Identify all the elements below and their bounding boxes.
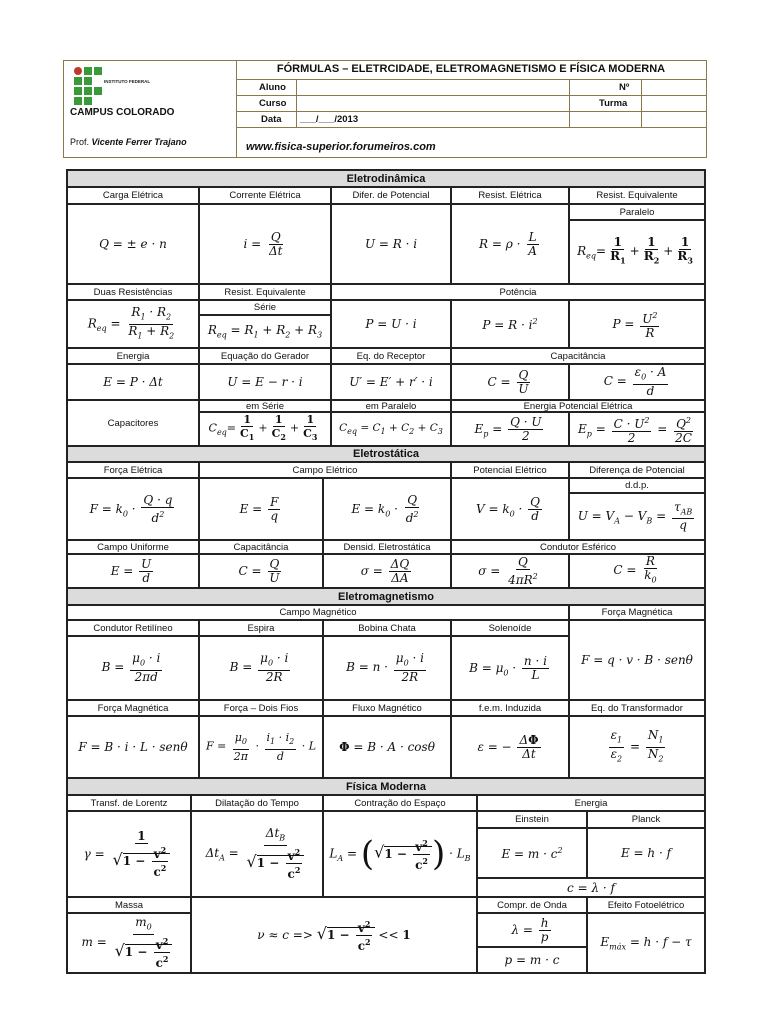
label-capacitores: Capacitores <box>67 400 199 446</box>
formula-einstein: $E = m \cdot c^2$ <box>477 828 587 878</box>
formula-corrente: i = $\frac{Q}{\Delta t}$ <box>199 204 331 284</box>
curso-label: Curso <box>259 98 287 109</box>
label-fotoeletrico: Efeito Fotoelétrico <box>587 897 705 913</box>
label-resist-eq2: Resist. Equivalente <box>199 284 331 300</box>
label-energia-fm: Energia <box>477 795 705 811</box>
label-solenoide: Solenoíde <box>451 620 569 636</box>
label-condutor-esf: Condutor Esférico <box>451 540 705 554</box>
label-einstein: Einstein <box>477 811 587 828</box>
label-massa: Massa <box>67 897 191 913</box>
label-capacitancia: Capacitância <box>451 348 705 364</box>
formula-cap2: C = $\frac{\varepsilon_0 \cdot A}{d}$ <box>569 364 705 400</box>
aluno-label: Aluno <box>259 82 286 93</box>
formula-condutor-ret: B = $\frac{\mu_0 \cdot i}{2\pi d}$ <box>67 636 199 700</box>
formula-cap-paralelo: $C_{eq} = C_1 + C_2 + C_3$ <box>331 412 451 446</box>
label-densid: Densid. Eletrostática <box>323 540 451 554</box>
label-campo-unif: Campo Uniforme <box>67 540 199 554</box>
institution-name: INSTITUTO FEDERAL <box>104 79 151 84</box>
label-eq-gerador: Equação do Gerador <box>199 348 331 364</box>
label-compr-onda: Compr. de Onda <box>477 897 587 913</box>
formula-esf1: σ = $\frac{Q}{4\pi R^2}$ <box>451 554 569 588</box>
formula-receptor: U′ = E′ + r′ · i <box>331 364 451 400</box>
label-forca-mag: Força Magnética <box>569 605 705 620</box>
label-fluxo: Fluxo Magnético <box>323 700 451 716</box>
formula-contracao: $L_A = (√1$ − $\frac{v^2}{c^2}$ ) · $L_B$ <box>323 811 477 897</box>
section-eletromagnetismo: Eletromagnetismo <box>67 588 705 605</box>
label-campo-mag: Campo Magnético <box>67 605 569 620</box>
header-box <box>63 60 707 158</box>
formula-table <box>66 169 706 974</box>
label-transf: Eq. do Transformador <box>569 700 705 716</box>
label-corrente: Corrente Elétrica <box>199 187 331 204</box>
label-carga: Carga Elétrica <box>67 187 199 204</box>
label-paralelo: Paralelo <box>569 204 705 220</box>
institution-logo-icon <box>74 67 118 105</box>
formula-espira: B = $\frac{\mu_0 \cdot i}{2R}$ <box>199 636 323 700</box>
section-eletrodinamica: Eletrodinâmica <box>67 170 705 187</box>
formula-cap1: C = $\frac{Q}{U}$ <box>451 364 569 400</box>
formula-campo2: $E = k_0$ · $\frac{Q}{d^2}$ <box>323 478 451 540</box>
formula-forca-mag: F = q · v · B · senθ <box>569 620 705 700</box>
label-em-paralelo: em Paralelo <box>331 400 451 412</box>
formula-cap-serie: $C_{eq}=$ $\frac{1}{C_1}$ + $\frac{1}{C_2}$ + $\frac{1}{C_3}$ <box>199 412 331 446</box>
label-campo-el: Campo Elétrico <box>199 462 451 478</box>
professor: Prof. Vicente Ferrer Trajano <box>70 137 187 147</box>
label-lorentz: Transf. de Lorentz <box>67 795 191 811</box>
formula-pot1: P = U · i <box>331 300 451 348</box>
logo-area <box>64 61 237 157</box>
formula-solenoide: $B = \mu_0$ · $\frac{n \cdot i}{L}$ <box>451 636 569 700</box>
data-label: Data <box>261 114 282 125</box>
formula-capacitancia2: C = $\frac{Q}{U}$ <box>199 554 323 588</box>
label-dilatacao: Dilatação do Tempo <box>191 795 323 811</box>
formula-carga: Q = ± e · n <box>67 204 199 284</box>
formula-planck: E = h · f <box>587 828 705 878</box>
formula-paralelo: $R_{eq}=$ $\frac{1}{R_1}$ + $\frac{1}{R_2}$ + $\frac{1}{R_3}$ <box>569 220 705 284</box>
formula-forca-el: $F = k_0$ · $\frac{Q \cdot q}{d^2}$ <box>67 478 199 540</box>
label-duas-res: Duas Resistências <box>67 284 199 300</box>
label-em-serie: em Série <box>199 400 331 412</box>
label-eq-receptor: Eq. do Receptor <box>331 348 451 364</box>
formula-forca-mag2: F = B · i · L · senθ <box>67 716 199 778</box>
campus-name: CAMPUS COLORADO <box>70 107 175 118</box>
label-energia-pot: Energia Potencial Elétrica <box>451 400 705 412</box>
formula-aprox: ν ≈ c => √1 − $\frac{v^2}{c^2}$ << 1 <box>191 897 477 973</box>
label-energia: Energia <box>67 348 199 364</box>
section-fisica-moderna: Física Moderna <box>67 778 705 795</box>
numero-label: Nº <box>619 82 630 93</box>
label-capacitancia2: Capacitância <box>199 540 323 554</box>
formula-debroglie: λ = $\frac{h}{p}$ <box>477 913 587 947</box>
page-title: FÓRMULAS – ELETRCIDADE, ELETROMAGNETISMO E FÍSICA MODERNA <box>276 63 666 75</box>
formula-fotoeletrico: $E_{máx} = h \cdot f - \tau$ <box>587 913 705 973</box>
formula-forca-fios: F = $\frac{\mu_0}{2\pi}$ · $\frac{i_1 \cdot i_2}{d}$ · L <box>199 716 323 778</box>
label-potencia: Potência <box>331 284 705 300</box>
formula-campo1: E = $\frac{F}{q}$ <box>199 478 323 540</box>
formula-ep1: $E_p$ = $\frac{Q \cdot U}{2}$ <box>451 412 569 446</box>
formula-densid: σ = $\frac{\Delta Q}{\Delta A}$ <box>323 554 451 588</box>
formula-massa: m = $m_0$ √1 − $\frac{v^2}{c^2}$ <box>67 913 191 973</box>
formula-campo-unif: E = $\frac{U}{d}$ <box>67 554 199 588</box>
formula-pot3: P = $\frac{U^2}{R}$ <box>569 300 705 348</box>
date-value: ___/___/2013 <box>300 114 359 125</box>
label-forca-fios: Força – Dois Fios <box>199 700 323 716</box>
formula-fem: ε = − $\frac{\Delta\Phi}{\Delta t}$ <box>451 716 569 778</box>
formula-serie: $R_{eq} = R_1 + R_2 + R_3$ <box>199 315 331 348</box>
formula-resist: R = ρ · $\frac{L}{A}$ <box>451 204 569 284</box>
formula-pot-el: $V = k_0$ · $\frac{Q}{d}$ <box>451 478 569 540</box>
label-dif-pot: Diferença de Potencial <box>569 462 705 478</box>
label-serie: Série <box>199 300 331 315</box>
label-fem: f.e.m. Induzida <box>451 700 569 716</box>
formula-momento: p = m · c <box>477 947 587 973</box>
label-forca-mag2: Força Magnética <box>67 700 199 716</box>
turma-label: Turma <box>599 98 628 109</box>
formula-esf2: C = $\frac{R}{k_0}$ <box>569 554 705 588</box>
label-bobina: Bobina Chata <box>323 620 451 636</box>
label-espira: Espira <box>199 620 323 636</box>
label-pot-el: Potencial Elétrico <box>451 462 569 478</box>
formula-pot2: $P = R \cdot i^2$ <box>451 300 569 348</box>
formula-bobina: B = n · $\frac{\mu_0 \cdot i}{2R}$ <box>323 636 451 700</box>
formula-ep2: $E_p$ = $\frac{C \cdot U^2}{2}$ = $\frac{Q^2}{2C}$ <box>569 412 705 446</box>
label-planck: Planck <box>587 811 705 828</box>
section-eletrostatica: Eletrostática <box>67 446 705 462</box>
formula-gerador: U = E − r · i <box>199 364 331 400</box>
label-resist-eq: Resist. Equivalente <box>569 187 705 204</box>
formula-onda: c = λ · f <box>477 878 705 897</box>
site-url: www.fisica-superior.forumeiros.com <box>246 141 436 153</box>
label-resist: Resist. Elétrica <box>451 187 569 204</box>
formula-ddp: U = R · i <box>331 204 451 284</box>
label-ddp-abbr: d.d.p. <box>569 478 705 493</box>
formula-duas-res: $R_{eq}$ = $\frac{R_1 \cdot R_2}{R_1 + R_2}$ <box>67 300 199 348</box>
label-forca-el: Força Elétrica <box>67 462 199 478</box>
formula-transf: $\frac{\varepsilon_1}{\varepsilon_2}$ = $\frac{N_1}{N_2}$ <box>569 716 705 778</box>
formula-dilatacao: $\Delta t_A$ = $\Delta t_B$ √1 − $\frac{v^2}{c^2}$ <box>191 811 323 897</box>
formula-lorentz: γ = 1 √1 − $\frac{v^2}{c^2}$ <box>67 811 191 897</box>
formula-fluxo: Φ = B · A · cosθ <box>323 716 451 778</box>
label-contracao: Contração do Espaço <box>323 795 477 811</box>
formula-dif-pot: $U = V_A - V_B$ = $\tau_{AB}$ q <box>569 493 705 540</box>
formula-energia: E = P · Δt <box>67 364 199 400</box>
label-ddp: Difer. de Potencial <box>331 187 451 204</box>
label-condutor-ret: Condutor Retilíneo <box>67 620 199 636</box>
